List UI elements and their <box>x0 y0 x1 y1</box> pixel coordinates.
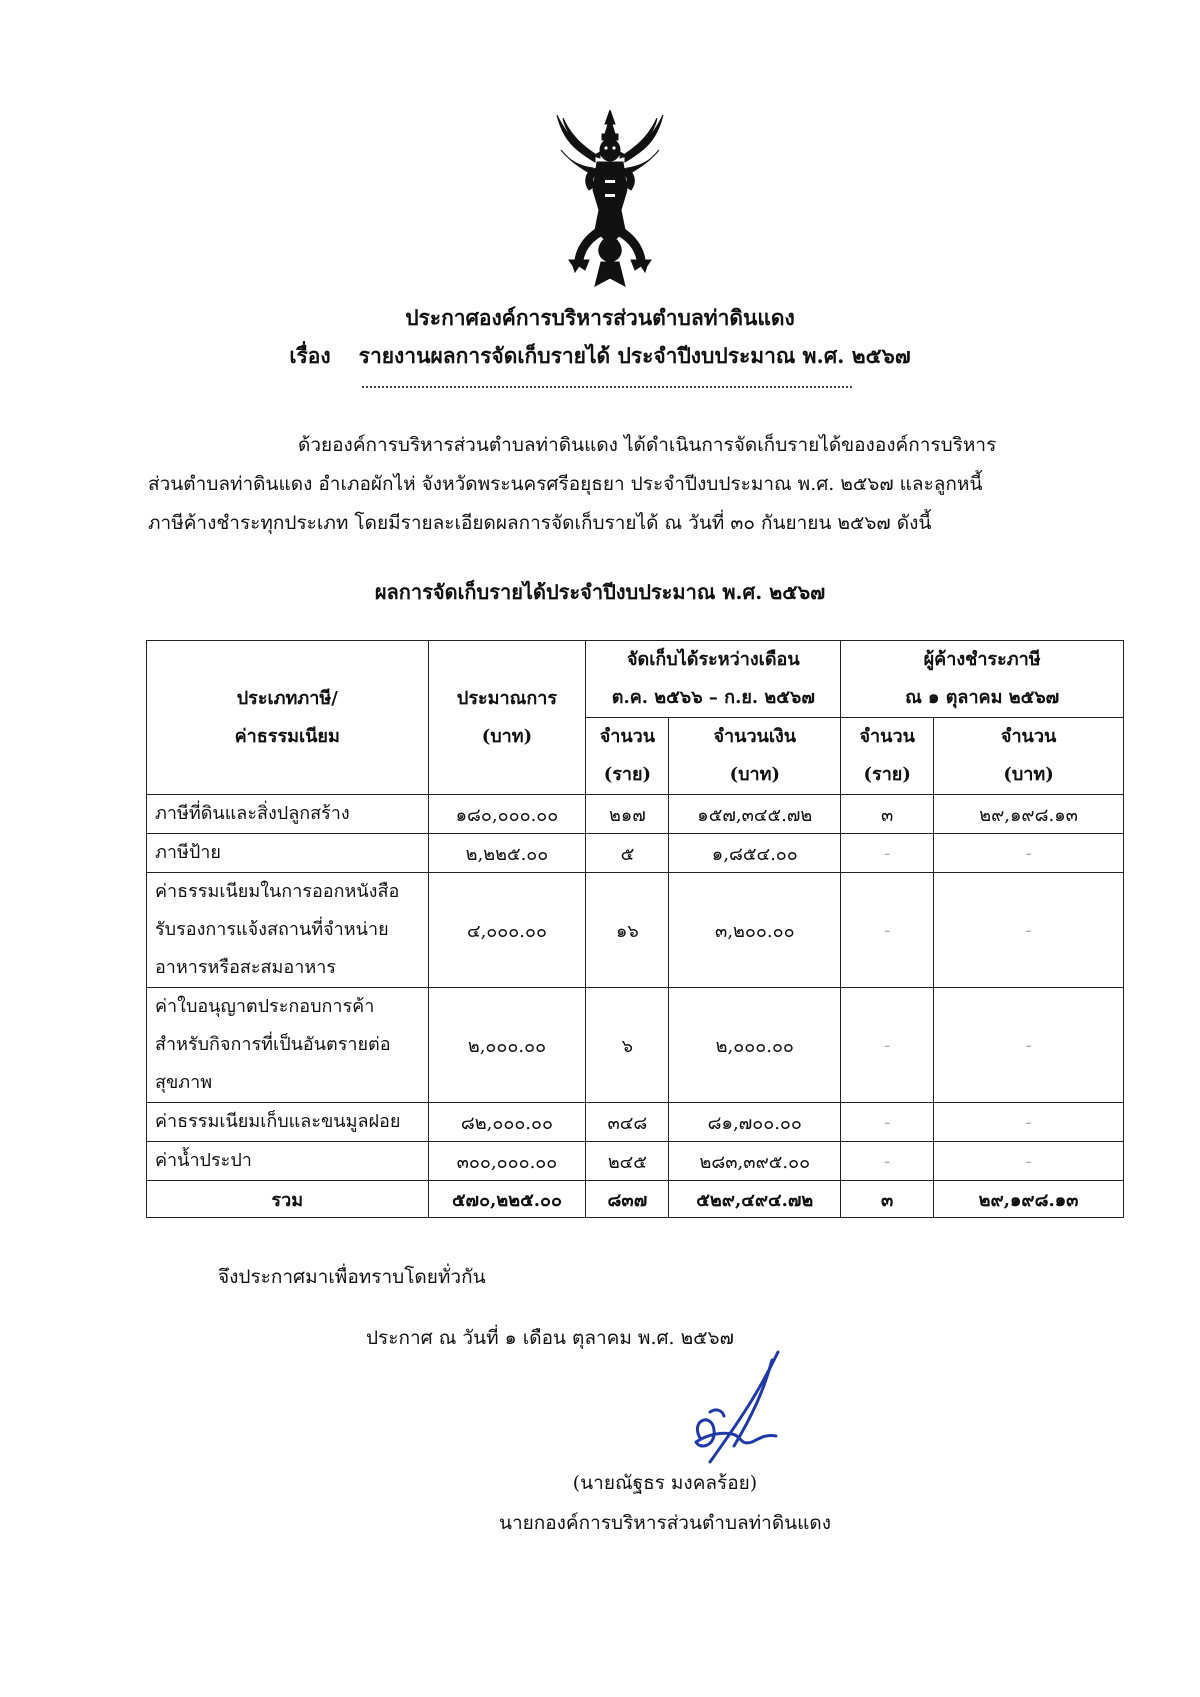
count-cell: ๖ <box>586 988 669 1103</box>
header-arrears-count: จำนวน (ราย) <box>841 718 934 795</box>
table-row <box>147 795 1124 834</box>
garuda-emblem-icon <box>555 110 665 290</box>
amount-cell: ๘๑,๗๐๐.๐๐ <box>669 1103 841 1142</box>
revenue-type-cell: ค่าธรรมเนียมเก็บและขนมูลฝอย <box>147 1103 429 1142</box>
total-label: รวม <box>147 1181 429 1218</box>
table-body <box>147 795 1124 1181</box>
total-row <box>147 1181 1124 1218</box>
body-line-3: ภาษีค้างชำระทุกประเภท โดยมีรายละเอียดผลการจัดเก็บรายได้ ณ วันที่ ๓๐ กันยายน ๒๕๖๗ ดังนี้ <box>148 512 932 534</box>
table-row <box>147 1142 1124 1181</box>
announcement-date: ประกาศ ณ วันที่ ๑ เดือน ตุลาคม พ.ศ. ๒๕๖๗ <box>366 1327 734 1349</box>
amount-cell: ๓,๒๐๐.๐๐ <box>669 873 841 988</box>
table-title: ผลการจัดเก็บรายได้ประจำปีงบประมาณ พ.ศ. ๒๕๖๗ <box>374 580 826 604</box>
signer-title: นายกองค์การบริหารส่วนตำบลท่าดินแดง <box>498 1512 832 1534</box>
subject-label: เรื่อง <box>289 343 331 368</box>
arrears-amount-cell: ๒๙,๑๙๘.๑๓ <box>934 795 1124 834</box>
estimate-cell: ๘๒,๐๐๐.๐๐ <box>428 1103 586 1142</box>
table-row <box>147 1103 1124 1142</box>
signer-name: (นายณัฐธร มงคลร้อย) <box>572 1472 758 1494</box>
closing-text: จึงประกาศมาเพื่อทราบโดยทั่วกัน <box>218 1266 486 1288</box>
arrears-count-cell: - <box>841 1103 934 1142</box>
arrears-amount-cell: - <box>934 834 1124 873</box>
amount-cell: ๒,๐๐๐.๐๐ <box>669 988 841 1103</box>
body-line-2: ส่วนตำบลท่าดินแดง อำเภอผักไห่ จังหวัดพระนครศรีอยุธยา ประจำปีงบประมาณ พ.ศ. ๒๕๖๗ และลูกหนี้ <box>148 473 983 495</box>
body-line-1: ด้วยองค์การบริหารส่วนตำบลท่าดินแดง ได้ดำเนินการจัดเก็บรายได้ขององค์การบริหาร <box>298 434 997 456</box>
header-count: จำนวน (ราย) <box>586 718 669 795</box>
count-cell: ๒๔๕ <box>586 1142 669 1181</box>
amount-cell: ๒๘๓,๓๙๕.๐๐ <box>669 1142 841 1181</box>
count-cell: ๑๖ <box>586 873 669 988</box>
count-cell: ๓๔๘ <box>586 1103 669 1142</box>
estimate-cell: ๒,๒๒๕.๐๐ <box>428 834 586 873</box>
revenue-type-cell: ค่าน้ำประปา <box>147 1142 429 1181</box>
table-row <box>147 988 1124 1103</box>
table-row <box>147 873 1124 988</box>
amount-cell: ๑๕๗,๓๔๕.๗๒ <box>669 795 841 834</box>
arrears-count-cell: - <box>841 988 934 1103</box>
header-type: ประเภทภาษี/ ค่าธรรมเนียม <box>147 641 429 795</box>
total-amount: ๕๒๙,๔๙๔.๗๒ <box>669 1181 841 1218</box>
arrears-amount-cell: - <box>934 873 1124 988</box>
count-cell: ๒๑๗ <box>586 795 669 834</box>
handwritten-signature <box>660 1350 820 1470</box>
header-amount: จำนวนเงิน (บาท) <box>669 718 841 795</box>
revenue-type-cell: ค่าใบอนุญาตประกอบการค้า สำหรับกิจการที่เป็นอันตรายต่อ สุขภาพ <box>147 988 429 1103</box>
arrears-count-cell: - <box>841 873 934 988</box>
dotted-divider <box>362 386 852 388</box>
estimate-cell: ๒,๐๐๐.๐๐ <box>428 988 586 1103</box>
arrears-count-cell: - <box>841 1142 934 1181</box>
arrears-count-cell: - <box>841 834 934 873</box>
header-arrears-amount: จำนวน (บาท) <box>934 718 1124 795</box>
total-count: ๘๓๗ <box>586 1181 669 1218</box>
subject-text: รายงานผลการจัดเก็บรายได้ ประจำปีงบประมาณ พ.ศ. ๒๕๖๗ <box>358 343 911 368</box>
header-estimate: ประมาณการ (บาท) <box>428 641 586 795</box>
revenue-type-cell: ค่าธรรมเนียมในการออกหนังสือ รับรองการแจ้งสถานที่จำหน่าย อาหารหรือสะสมอาหาร <box>147 873 429 988</box>
header-arrears: ผู้ค้างชำระภาษี ณ ๑ ตุลาคม ๒๕๖๗ <box>841 641 1124 718</box>
estimate-cell: ๑๘๐,๐๐๐.๐๐ <box>428 795 586 834</box>
revenue-type-cell: ภาษีที่ดินและสิ่งปลูกสร้าง <box>147 795 429 834</box>
arrears-count-cell: ๓ <box>841 795 934 834</box>
header-collected: จัดเก็บได้ระหว่างเดือน ต.ค. ๒๕๖๖ – ก.ย. ๒๕๖๗ <box>586 641 841 718</box>
count-cell: ๕ <box>586 834 669 873</box>
total-arrears-amount: ๒๙,๑๙๘.๑๓ <box>934 1181 1124 1218</box>
total-estimate: ๕๗๐,๒๒๕.๐๐ <box>428 1181 586 1218</box>
total-arrears-count: ๓ <box>841 1181 934 1218</box>
estimate-cell: ๔,๐๐๐.๐๐ <box>428 873 586 988</box>
table-row <box>147 834 1124 873</box>
revenue-type-cell: ภาษีป้าย <box>147 834 429 873</box>
body-paragraph <box>148 426 1068 543</box>
announcement-title: ประกาศองค์การบริหารส่วนตำบลท่าดินแดง <box>405 305 795 330</box>
arrears-amount-cell: - <box>934 1103 1124 1142</box>
arrears-amount-cell: - <box>934 988 1124 1103</box>
announcement-subject <box>0 340 1200 373</box>
revenue-table <box>146 640 1124 1218</box>
arrears-amount-cell: - <box>934 1142 1124 1181</box>
amount-cell: ๑,๘๕๔.๐๐ <box>669 834 841 873</box>
estimate-cell: ๓๐๐,๐๐๐.๐๐ <box>428 1142 586 1181</box>
